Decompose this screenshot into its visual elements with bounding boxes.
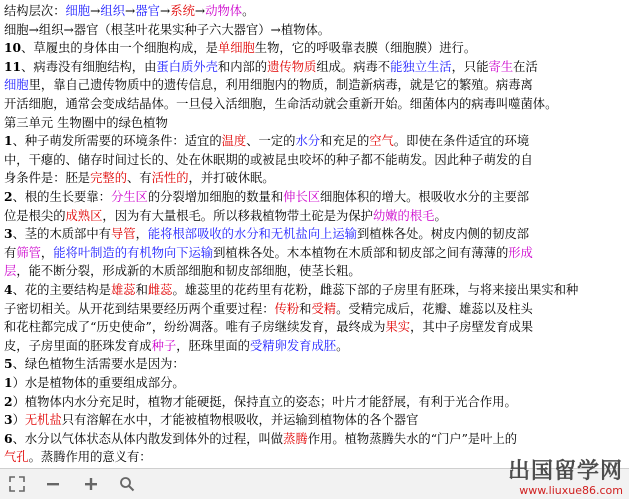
- text-segment: →: [90, 4, 101, 18]
- text-segment: ）: [12, 413, 25, 428]
- text-segment: ，能不断分裂，形成新的木质部细胞和韧皮部细胞，使茎长粗。: [16, 264, 361, 279]
- text-segment: 无机盐: [24, 413, 62, 428]
- text-line: [4, 225, 623, 243]
- text-segment: 10: [4, 40, 22, 56]
- text-line: [4, 114, 623, 132]
- text-segment: 结构层次：: [4, 4, 66, 18]
- text-segment: 子密切相关。从开花到结果要经历两个重要过程：: [4, 301, 275, 316]
- text-segment: 传粉: [274, 301, 300, 316]
- text-segment: 身条件是：胚是: [4, 171, 91, 186]
- text-segment: 。: [242, 4, 255, 18]
- text-segment: 在活: [513, 59, 538, 74]
- text-line: [4, 430, 623, 448]
- text-segment: 2: [4, 393, 13, 409]
- text-segment: 形成: [508, 245, 533, 260]
- text-line: [4, 132, 623, 150]
- text-segment: 温度: [221, 134, 247, 149]
- search-button[interactable]: [116, 473, 138, 495]
- text-segment: 细胞: [4, 78, 29, 93]
- text-line: [4, 411, 623, 429]
- text-line: [4, 337, 623, 355]
- text-segment: 位是根尖的: [4, 208, 66, 223]
- text-segment: 寄生: [488, 59, 514, 74]
- text-segment: 动物体: [205, 4, 243, 18]
- text-segment: 器官: [135, 4, 160, 18]
- text-segment: 、绿色植物生活需要水是因为：: [12, 357, 185, 372]
- zoom-in-button[interactable]: [80, 473, 102, 495]
- text-segment: 单细胞: [217, 41, 255, 56]
- text-segment: →: [125, 4, 136, 18]
- text-segment: 和内部的: [217, 59, 268, 74]
- text-segment: 1: [4, 133, 13, 149]
- text-segment: 层: [4, 264, 17, 279]
- text-segment: 雌蕊: [147, 283, 173, 297]
- watermark-site-name: 出国留学网: [507, 459, 623, 484]
- text-segment: 和充足的: [320, 134, 370, 149]
- text-segment: ，胚珠里面的: [176, 338, 250, 353]
- text-segment: 第三单元 生物圈中的绿色植物: [4, 115, 168, 130]
- text-segment: 水分: [295, 134, 321, 149]
- text-segment: 分生区: [110, 190, 148, 204]
- text-segment: 受精卵发育成胚: [249, 338, 337, 353]
- text-line: [4, 355, 623, 373]
- text-line: [4, 95, 623, 113]
- text-segment: 组成。病毒不: [316, 59, 391, 74]
- text-line: [4, 207, 623, 225]
- text-segment: 皮，子房里面的胚珠发育成: [4, 338, 152, 353]
- text-line: [4, 151, 623, 169]
- watermark-url: www.liuxue86.com: [519, 484, 623, 497]
- text-segment: 成熟区: [65, 208, 103, 223]
- text-segment: 、茎的木质部中有: [12, 227, 111, 242]
- text-line: [4, 188, 623, 206]
- text-segment: 1: [4, 375, 13, 390]
- fit-page-button[interactable]: [6, 473, 28, 495]
- text-segment: ，因为有大量根毛。所以移栽植物带土砣是为保护: [102, 208, 373, 223]
- text-segment: 。即使在条件适宜的环境: [393, 134, 530, 149]
- text-line: [4, 169, 623, 187]
- text-segment: 雄蕊: [110, 283, 136, 297]
- text-segment: 11: [4, 58, 22, 74]
- text-segment: 6: [4, 430, 13, 446]
- text-segment: 和花柱都完成了“历史使命”，纷纷凋落。唯有子房继续发育，最终成为: [4, 320, 386, 335]
- text-segment: 能将根部吸收的水分和无机盐向上运输: [147, 227, 357, 242]
- text-segment: 、种子萌发所需要的环境条件：适宜的: [12, 134, 222, 149]
- magnifier-icon: [119, 476, 135, 492]
- fit-page-icon: [9, 476, 25, 492]
- text-segment: 有: [4, 245, 17, 260]
- text-segment: 完整的: [90, 171, 127, 186]
- text-segment: ）水是植物体的重要组成部分。: [12, 376, 185, 390]
- text-segment: 能将叶制造的有机物向下运输: [53, 245, 214, 260]
- plus-icon: [83, 476, 99, 492]
- text-segment: 和: [299, 301, 312, 316]
- text-line: [4, 244, 623, 262]
- text-segment: 2: [4, 189, 13, 204]
- text-segment: 4: [4, 282, 13, 297]
- text-segment: 3: [4, 412, 13, 428]
- text-line: [4, 58, 623, 76]
- text-segment: →: [159, 4, 171, 18]
- site-watermark: [473, 461, 623, 497]
- text-segment: →: [194, 4, 206, 18]
- text-line: [4, 281, 623, 299]
- text-segment: 细胞→组织→器官（根茎叶花果实种子六大器官）→植物体。: [4, 22, 331, 37]
- text-segment: 、一定的: [246, 134, 296, 149]
- text-segment: 只有溶解在水中，才能被植物根吸收，并运输到植物体的各个器官: [61, 413, 419, 428]
- text-segment: 、根的生长要靠：: [12, 190, 111, 204]
- text-segment: 。雄蕊里的花药里有花粉，雌蕊下部的子房里有胚珠，与将来接出果实和种: [172, 283, 579, 297]
- text-segment: 蒸腾: [283, 431, 308, 446]
- zoom-out-button[interactable]: [42, 473, 64, 495]
- text-line: [4, 374, 623, 392]
- text-segment: 种子: [151, 338, 177, 353]
- text-segment: 到植株各处。树皮内侧的韧皮部: [356, 227, 530, 242]
- minus-icon: [45, 476, 61, 492]
- text-segment: 筛管: [16, 245, 41, 260]
- text-line: [4, 393, 623, 411]
- text-segment: 受精: [311, 301, 337, 316]
- text-segment: ）植物体内水分充足时，植物才能硬挺，保持直立的姿态；叶片才能舒展，有利于光合作用。: [12, 394, 517, 409]
- text-segment: 伸长区: [283, 190, 321, 204]
- text-segment: 作用。植物蒸腾失水的“门户”是叶上的: [307, 431, 518, 446]
- text-segment: 、病毒没有细胞结构，由: [21, 59, 157, 74]
- text-segment: 导管: [110, 227, 136, 242]
- text-segment: 里，靠自己遗传物质中的遗传信息，利用细胞内的物质，制造新病毒，就是它的繁殖。病毒离: [28, 78, 533, 93]
- text-line: [4, 262, 623, 280]
- text-segment: 。蒸腾作用的意义有：: [28, 450, 152, 465]
- text-segment: ，: [135, 227, 148, 242]
- text-segment: 。受精完成后，花瓣、雄蕊以及柱头: [336, 301, 533, 316]
- text-segment: 蛋白质外壳: [156, 59, 218, 74]
- text-segment: ，其中子房壁发育成果: [410, 320, 534, 335]
- text-segment: 。: [434, 208, 447, 223]
- text-line: [4, 300, 623, 318]
- text-segment: 、花的主要结构是: [12, 283, 111, 297]
- text-segment: 活性的: [151, 171, 189, 186]
- text-segment: 系统: [170, 4, 195, 18]
- text-segment: 开活细胞，通常会变成结晶体。一旦侵入活细胞，生命活动就会重新开始。细菌体内的病毒叫噬菌体。: [4, 97, 558, 111]
- text-segment: 中，干瘪的、储存时间过长的、处在休眠期的或被昆虫咬坏的种子都不能萌发。因此种子萌发的自: [4, 152, 533, 167]
- text-segment: 能独立生活: [390, 59, 452, 74]
- text-segment: 、有: [127, 171, 152, 186]
- text-segment: ，只能: [451, 59, 489, 74]
- text-segment: 空气: [369, 134, 394, 149]
- text-segment: 组织: [100, 4, 126, 18]
- text-segment: 细胞: [65, 4, 91, 18]
- text-segment: 、水分以气体状态从体内散发到体外的过程，叫做: [12, 431, 284, 446]
- text-line: [4, 21, 623, 39]
- text-line: [4, 76, 623, 94]
- text-line: [4, 2, 623, 20]
- text-segment: 的分裂增加细胞的数量和: [147, 190, 284, 204]
- viewer-toolbar: [0, 459, 629, 499]
- text-segment: 和: [135, 283, 148, 297]
- text-segment: 生物，它的呼吸靠表膜（细胞膜）进行。: [254, 41, 477, 56]
- text-segment: 3: [4, 226, 13, 242]
- text-line: [4, 318, 623, 336]
- text-segment: 气孔: [4, 450, 29, 465]
- text-segment: ，: [40, 245, 54, 260]
- text-segment: 幼嫩的根毛: [372, 208, 435, 223]
- text-segment: 到植株各处。木本植物在木质部和韧皮部之间有薄薄的: [213, 245, 509, 260]
- text-segment: 。: [336, 338, 349, 353]
- text-segment: 、草履虫的身体由一个细胞构成，是: [21, 41, 218, 56]
- text-line: [4, 39, 623, 57]
- text-segment: 5: [4, 356, 13, 372]
- text-segment: ，并打破休眠。: [188, 171, 275, 186]
- text-segment: 遗传物质: [267, 59, 317, 74]
- text-segment: 果实: [385, 320, 411, 335]
- text-segment: 细胞体积的增大。根吸收水分的主要部: [320, 190, 530, 204]
